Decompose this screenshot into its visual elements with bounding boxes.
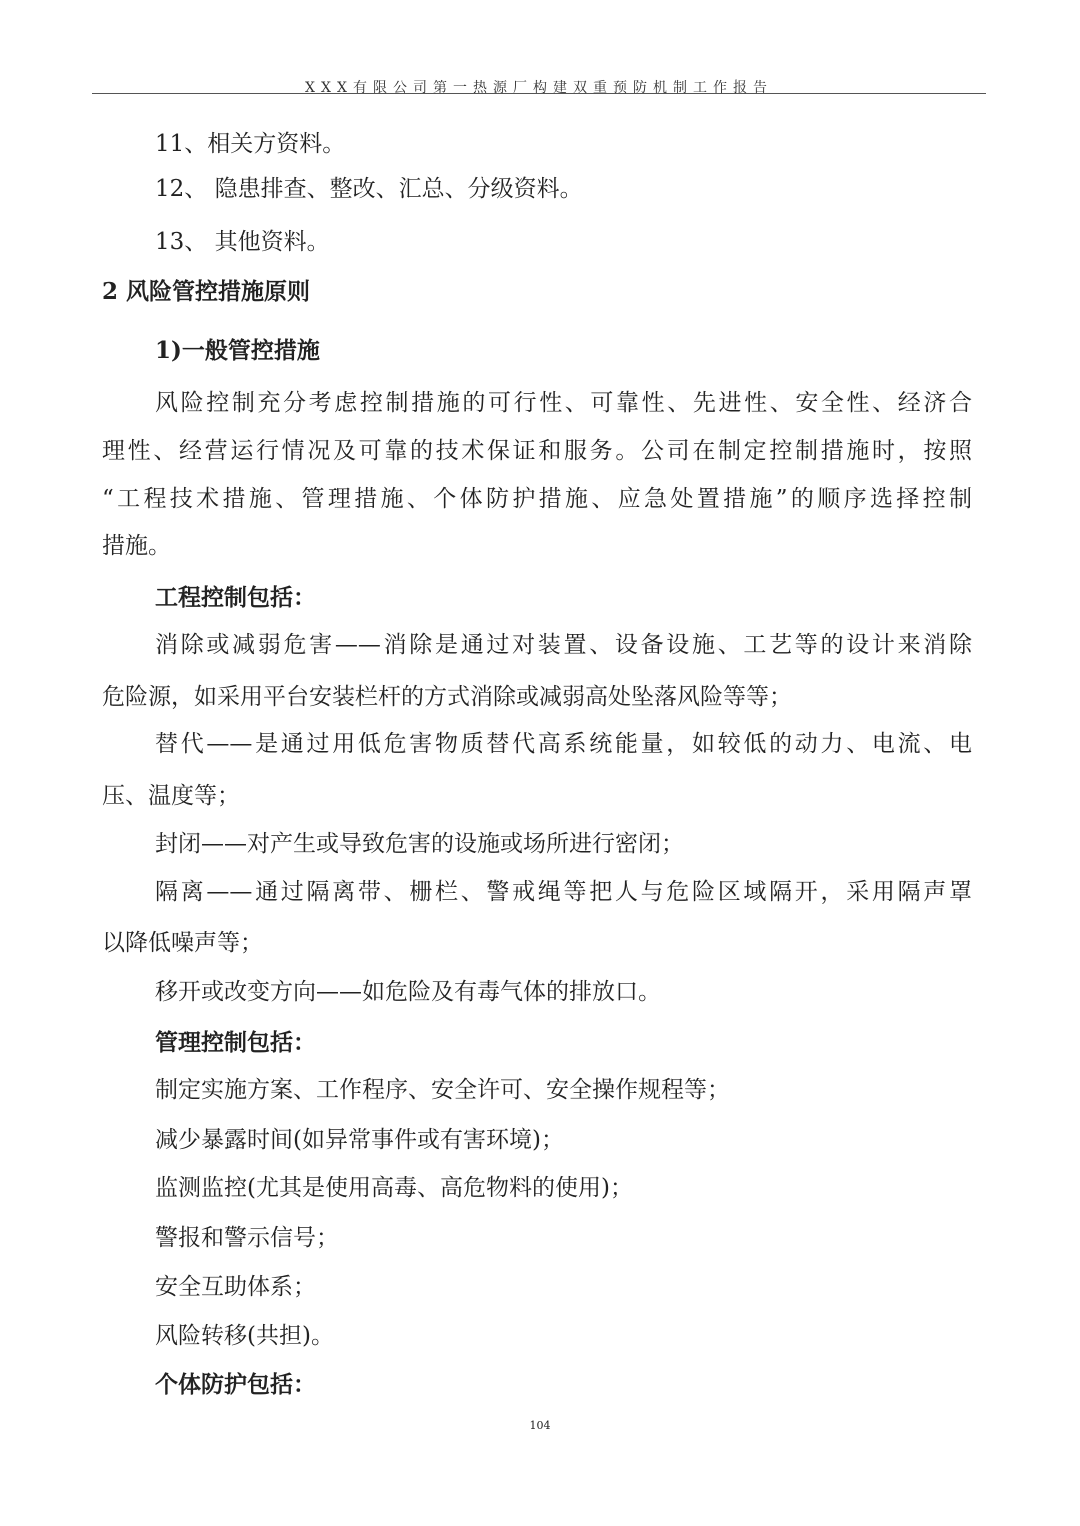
section-heading: 2 风险管控措施原则 xyxy=(102,278,311,305)
text-line: 监测监控(尤其是使用高毒、高危物料的使用)； xyxy=(155,1175,633,1201)
text-line: 替代——是通过用低危害物质替代高系统能量，如较低的动力、电流、电 xyxy=(155,731,972,757)
section-heading: 1)一般管控措施 xyxy=(155,337,320,364)
text-line: 理性、经营运行情况及可靠的技术保证和服务。公司在制定控制措施时，按照 xyxy=(102,438,972,464)
section-heading: 个体防护包括： xyxy=(155,1371,316,1398)
section-heading: 工程控制包括： xyxy=(155,584,316,611)
text-line: 减少暴露时间(如异常事件或有害环境)； xyxy=(155,1127,564,1153)
text-line: 压、温度等； xyxy=(102,783,240,809)
text-line: 风险转移(共担)。 xyxy=(155,1323,334,1349)
text-line: “工程技术措施、管理措施、个体防护措施、应急处置措施”的顺序选择控制 xyxy=(102,486,972,512)
text-line: 危险源，如采用平台安装栏杆的方式消除或减弱高处坠落风险等等； xyxy=(102,684,792,710)
text-line: 警报和警示信号； xyxy=(155,1225,339,1251)
text-line: 风险控制充分考虑控制措施的可行性、可靠性、先进性、安全性、经济合 xyxy=(155,390,972,416)
text-line: 12、 隐患排查、整改、汇总、分级资料。 xyxy=(155,176,583,202)
page-number: 104 xyxy=(529,1419,551,1432)
running-header: XXX有限公司第一热源厂构建双重预防机制工作报告 xyxy=(305,80,773,96)
section-heading: 管理控制包括： xyxy=(155,1029,316,1056)
text-line: 以降低噪声等； xyxy=(102,930,263,956)
text-line: 安全互助体系； xyxy=(155,1274,316,1300)
text-line: 13、 其他资料。 xyxy=(155,229,330,255)
text-line: 封闭——对产生或导致危害的设施或场所进行密闭； xyxy=(155,831,684,857)
text-line: 隔离——通过隔离带、栅栏、警戒绳等把人与危险区域隔开，采用隔声罩 xyxy=(155,879,972,905)
text-line: 消除或减弱危害——消除是通过对装置、设备设施、工艺等的设计来消除 xyxy=(155,632,972,658)
text-line: 移开或改变方向——如危险及有毒气体的排放口。 xyxy=(155,979,661,1005)
text-line: 制定实施方案、工作程序、安全许可、安全操作规程等； xyxy=(155,1077,730,1103)
text-line: 11、相关方资料。 xyxy=(155,131,346,157)
header-rule xyxy=(92,93,986,94)
text-line: 措施。 xyxy=(102,533,171,559)
